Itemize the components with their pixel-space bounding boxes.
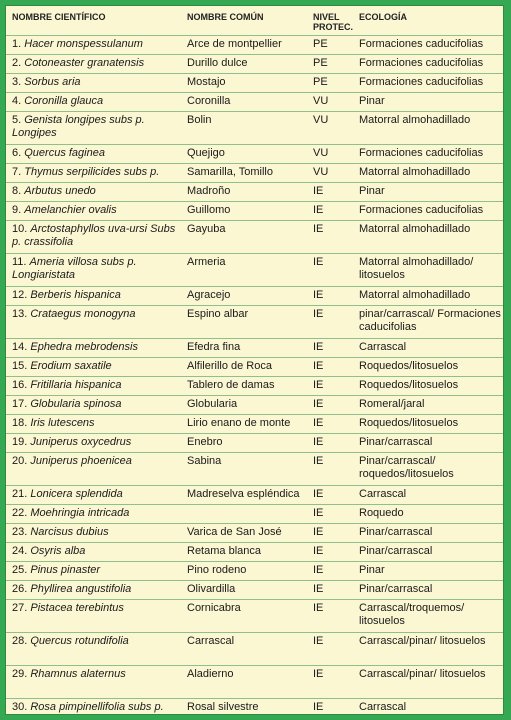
ecology-cell [353, 415, 504, 434]
scientific-name-cell [6, 164, 181, 183]
row-number: 21. [12, 488, 28, 500]
scientific-name-cell [6, 287, 181, 306]
ecology-text: Pinar/carrascal [359, 545, 433, 557]
scientific-name: Arbutus unedo [24, 185, 96, 197]
row-number: 12. [12, 289, 28, 301]
protection-level-cell: IE [307, 453, 353, 486]
species-table-frame [5, 5, 504, 715]
protection-level-cell: IE [307, 581, 353, 600]
scientific-name: Berberis hispanica [30, 289, 121, 301]
common-name-cell: Mostajo [181, 74, 307, 93]
ecology-cell [353, 306, 504, 339]
scientific-name-cell [6, 505, 181, 524]
table-row [6, 377, 504, 396]
common-name-cell: Alfilerillo de Roca [181, 358, 307, 377]
scientific-name-cell [6, 183, 181, 202]
ecology-text: Roquedo [359, 507, 404, 519]
table-row [6, 287, 504, 306]
table-row [6, 543, 504, 562]
table-row [6, 202, 504, 221]
scientific-name-cell [6, 339, 181, 358]
scientific-name: Narcisus dubius [30, 526, 109, 538]
common-name-cell: Globularia [181, 396, 307, 415]
common-name-cell: Lirio enano de monte [181, 415, 307, 434]
protection-level-cell: IE [307, 306, 353, 339]
scientific-name: Lonicera splendida [30, 488, 123, 500]
row-number: 17. [12, 398, 28, 410]
row-number: 18. [12, 417, 28, 429]
ecology-cell [353, 486, 504, 505]
scientific-name-cell [6, 145, 181, 164]
protection-level-cell: VU [307, 112, 353, 145]
ecology-text: Roquedos/litosuelos [359, 379, 459, 391]
row-number: 5. [12, 114, 22, 126]
table-row [6, 434, 504, 453]
protection-level-cell: IE [307, 434, 353, 453]
common-name-cell: Enebro [181, 434, 307, 453]
protection-level-cell: IE [307, 600, 353, 633]
header-protection-level: NIVEL PROTEC. [313, 12, 354, 32]
row-number: 22. [12, 507, 28, 519]
protection-level-cell: IE [307, 287, 353, 306]
scientific-name: Coronilla glauca [24, 95, 104, 107]
scientific-name-cell [6, 666, 181, 699]
scientific-name: Genista longipes subs p. Longipes [12, 114, 145, 139]
table-row [6, 254, 504, 287]
protection-level-cell: IE [307, 396, 353, 415]
table-row [6, 358, 504, 377]
scientific-name: Hacer monspessulanum [24, 38, 143, 50]
common-name-cell: Olivardilla [181, 581, 307, 600]
row-number: 11. [12, 256, 27, 268]
scientific-name: Quercus faginea [24, 147, 105, 159]
protection-level-cell: IE [307, 415, 353, 434]
table-row [6, 415, 504, 434]
ecology-cell [353, 581, 504, 600]
ecology-text: Formaciones caducifolias [359, 147, 484, 159]
common-name-cell: Espino albar [181, 306, 307, 339]
protection-level-cell: PE [307, 74, 353, 93]
common-name-cell: Rosal silvestre [181, 699, 307, 716]
scientific-name-cell [6, 486, 181, 505]
ecology-text: Carrascal/pinar/ litosuelos [359, 635, 486, 647]
common-name-cell: Armeria [181, 254, 307, 287]
protection-level-cell: IE [307, 377, 353, 396]
header-ecology: ECOLOGÍA [359, 12, 408, 22]
scientific-name-cell [6, 562, 181, 581]
ecology-text: Romeral/jaral [359, 398, 425, 410]
ecology-text: Formaciones caducifolias [359, 57, 484, 69]
row-number: 14. [12, 341, 28, 353]
header-scientific-name: NOMBRE CIENTÍFICO [12, 12, 106, 22]
table-row [6, 55, 504, 74]
row-number: 25. [12, 564, 28, 576]
ecology-cell [353, 358, 504, 377]
ecology-cell [353, 699, 504, 716]
scientific-name-cell [6, 358, 181, 377]
table-body [6, 36, 504, 716]
ecology-cell [353, 543, 504, 562]
ecology-cell [353, 562, 504, 581]
row-number: 29. [12, 668, 28, 680]
protection-level-cell: VU [307, 164, 353, 183]
row-number: 2. [12, 57, 22, 69]
common-name-cell: Coronilla [181, 93, 307, 112]
ecology-text: Formaciones caducifolias [359, 204, 484, 216]
ecology-text: Formaciones caducifolias [359, 38, 484, 50]
table-row [6, 524, 504, 543]
scientific-name: Iris lutescens [30, 417, 95, 429]
scientific-name: Thymus serpilicides subs p. [24, 166, 160, 178]
row-number: 10. [12, 223, 28, 235]
protection-level-cell: IE [307, 524, 353, 543]
ecology-cell [353, 221, 504, 254]
scientific-name: Ephedra mebrodensis [30, 341, 138, 353]
ecology-text: Carrascal [359, 341, 407, 353]
protection-level-cell: IE [307, 202, 353, 221]
protection-level-cell: VU [307, 93, 353, 112]
table-row [6, 699, 504, 716]
protection-level-cell: IE [307, 505, 353, 524]
scientific-name: Globularia spinosa [30, 398, 122, 410]
row-number: 4. [12, 95, 22, 107]
common-name-cell: Durillo dulce [181, 55, 307, 74]
common-name-cell: Sabina [181, 453, 307, 486]
ecology-text: Pinar/carrascal [359, 436, 433, 448]
table-row [6, 145, 504, 164]
scientific-name: Fritillaria hispanica [30, 379, 122, 391]
row-number: 8. [12, 185, 22, 197]
protection-level-cell: VU [307, 145, 353, 164]
scientific-name-cell [6, 600, 181, 633]
common-name-cell: Madroño [181, 183, 307, 202]
table-row [6, 183, 504, 202]
protection-level-cell: IE [307, 486, 353, 505]
common-name-cell [181, 505, 307, 524]
row-number: 15. [12, 360, 28, 372]
table-row [6, 581, 504, 600]
scientific-name: Cotoneaster granatensis [24, 57, 145, 69]
common-name-cell: Pino rodeno [181, 562, 307, 581]
scientific-name-cell [6, 93, 181, 112]
ecology-text: pinar/carrascal/ Formaciones caducifolias [359, 308, 501, 333]
scientific-name: Juniperus phoenicea [30, 455, 132, 467]
ecology-cell [353, 164, 504, 183]
ecology-text: Carrascal/pinar/ litosuelos [359, 668, 486, 680]
ecology-cell [353, 287, 504, 306]
common-name-cell: Aladierno [181, 666, 307, 699]
ecology-cell [353, 202, 504, 221]
table-header-row [6, 6, 504, 36]
ecology-cell [353, 112, 504, 145]
protection-level-cell: PE [307, 36, 353, 55]
scientific-name: Ameria villosa subs p. Longiaristata [12, 256, 137, 281]
scientific-name-cell [6, 36, 181, 55]
row-number: 3. [12, 76, 22, 88]
scientific-name: Quercus rotundifolia [30, 635, 129, 647]
ecology-cell [353, 524, 504, 543]
ecology-cell [353, 339, 504, 358]
scientific-name-cell [6, 415, 181, 434]
table-row [6, 453, 504, 486]
row-number: 13. [12, 308, 28, 320]
table-row [6, 486, 504, 505]
row-number: 27. [12, 602, 28, 614]
scientific-name-cell [6, 581, 181, 600]
scientific-name-cell [6, 55, 181, 74]
scientific-name-cell [6, 254, 181, 287]
table-row [6, 396, 504, 415]
ecology-cell [353, 93, 504, 112]
common-name-cell: Arce de montpellier [181, 36, 307, 55]
scientific-name-cell [6, 396, 181, 415]
ecology-text: Matorral almohadillado [359, 223, 471, 235]
ecology-cell [353, 505, 504, 524]
protection-level-cell: PE [307, 55, 353, 74]
common-name-cell: Carrascal [181, 633, 307, 666]
protection-level-cell: IE [307, 183, 353, 202]
common-name-cell: Efedra fina [181, 339, 307, 358]
scientific-name-cell [6, 543, 181, 562]
ecology-text: Carrascal [359, 701, 407, 713]
common-name-cell: Cornicabra [181, 600, 307, 633]
ecology-cell [353, 396, 504, 415]
scientific-name-cell [6, 699, 181, 716]
protection-level-cell: IE [307, 358, 353, 377]
protection-level-cell: IE [307, 254, 353, 287]
scientific-name: Pistacea terebintus [30, 602, 124, 614]
table-row [6, 339, 504, 358]
scientific-name-cell [6, 524, 181, 543]
species-table [6, 6, 504, 715]
common-name-cell: Guillomo [181, 202, 307, 221]
protection-level-cell: IE [307, 221, 353, 254]
scientific-name: Arctostaphyllos uva-ursi Subs p. crassifolia [12, 223, 176, 248]
ecology-cell [353, 145, 504, 164]
ecology-cell [353, 600, 504, 633]
row-number: 7. [12, 166, 22, 178]
row-number: 28. [12, 635, 28, 647]
ecology-cell [353, 74, 504, 93]
table-row [6, 36, 504, 55]
header-common-name: NOMBRE COMÚN [187, 12, 264, 22]
ecology-text: Roquedos/litosuelos [359, 417, 459, 429]
table-row [6, 93, 504, 112]
common-name-cell: Varica de San José [181, 524, 307, 543]
row-number: 1. [12, 38, 22, 50]
scientific-name: Phyllirea angustifolia [30, 583, 132, 595]
table-row [6, 164, 504, 183]
row-number: 6. [12, 147, 22, 159]
ecology-text: Pinar [359, 564, 385, 576]
scientific-name-cell [6, 221, 181, 254]
protection-level-cell: IE [307, 699, 353, 716]
scientific-name-cell [6, 453, 181, 486]
common-name-cell: Madreselva espléndica [181, 486, 307, 505]
scientific-name: Rosa pimpinellifolia subs p. [30, 701, 164, 713]
ecology-text: Carrascal [359, 488, 407, 500]
scientific-name: Moehringia intricada [30, 507, 130, 519]
ecology-cell [353, 254, 504, 287]
table-row [6, 562, 504, 581]
scientific-name: Juniperus oxycedrus [30, 436, 132, 448]
scientific-name: Crataegus monogyna [30, 308, 136, 320]
common-name-cell: Gayuba [181, 221, 307, 254]
ecology-text: Matorral almohadillado [359, 289, 471, 301]
scientific-name: Amelanchier ovalis [24, 204, 117, 216]
row-number: 24. [12, 545, 28, 557]
ecology-cell [353, 434, 504, 453]
table-row [6, 221, 504, 254]
scientific-name: Osyris alba [30, 545, 86, 557]
scientific-name-cell [6, 377, 181, 396]
common-name-cell: Quejigo [181, 145, 307, 164]
scientific-name-cell [6, 202, 181, 221]
scientific-name: Pinus pinaster [30, 564, 101, 576]
ecology-text: Pinar/carrascal [359, 526, 433, 538]
table-row [6, 112, 504, 145]
scientific-name-cell [6, 633, 181, 666]
protection-level-cell: IE [307, 562, 353, 581]
ecology-cell [353, 36, 504, 55]
common-name-cell: Tablero de damas [181, 377, 307, 396]
ecology-cell [353, 453, 504, 486]
ecology-text: Matorral almohadillado [359, 114, 471, 126]
table-row [6, 600, 504, 633]
ecology-cell [353, 377, 504, 396]
table-row [6, 74, 504, 93]
row-number: 20. [12, 455, 28, 467]
ecology-text: Matorral almohadillado [359, 166, 471, 178]
scientific-name-cell [6, 306, 181, 339]
ecology-text: Matorral almohadillado/ litosuelos [359, 256, 474, 281]
ecology-text: Roquedos/litosuelos [359, 360, 459, 372]
ecology-cell [353, 633, 504, 666]
scientific-name: Erodium saxatile [30, 360, 112, 372]
row-number: 26. [12, 583, 28, 595]
row-number: 23. [12, 526, 28, 538]
ecology-text: Formaciones caducifolias [359, 76, 484, 88]
table-row [6, 666, 504, 699]
scientific-name-cell [6, 434, 181, 453]
ecology-text: Pinar/carrascal/ roquedos/litosuelos [359, 455, 454, 480]
protection-level-cell: IE [307, 666, 353, 699]
row-number: 30. [12, 701, 28, 713]
ecology-cell [353, 183, 504, 202]
table-row [6, 306, 504, 339]
ecology-text: Carrascal/troquemos/ litosuelos [359, 602, 465, 627]
ecology-cell [353, 55, 504, 74]
scientific-name: Sorbus aria [24, 76, 81, 88]
common-name-cell: Retama blanca [181, 543, 307, 562]
protection-level-cell: IE [307, 339, 353, 358]
scientific-name-cell [6, 112, 181, 145]
row-number: 16. [12, 379, 28, 391]
common-name-cell: Bolin [181, 112, 307, 145]
table-row [6, 633, 504, 666]
ecology-text: Pinar [359, 95, 385, 107]
ecology-cell [353, 666, 504, 699]
common-name-cell: Samarilla, Tomillo [181, 164, 307, 183]
common-name-cell: Agracejo [181, 287, 307, 306]
scientific-name: Rhamnus alaternus [30, 668, 126, 680]
ecology-text: Pinar/carrascal [359, 583, 433, 595]
table-row [6, 505, 504, 524]
ecology-text: Pinar [359, 185, 385, 197]
row-number: 9. [12, 204, 22, 216]
scientific-name-cell [6, 74, 181, 93]
protection-level-cell: IE [307, 633, 353, 666]
protection-level-cell: IE [307, 543, 353, 562]
row-number: 19. [12, 436, 28, 448]
